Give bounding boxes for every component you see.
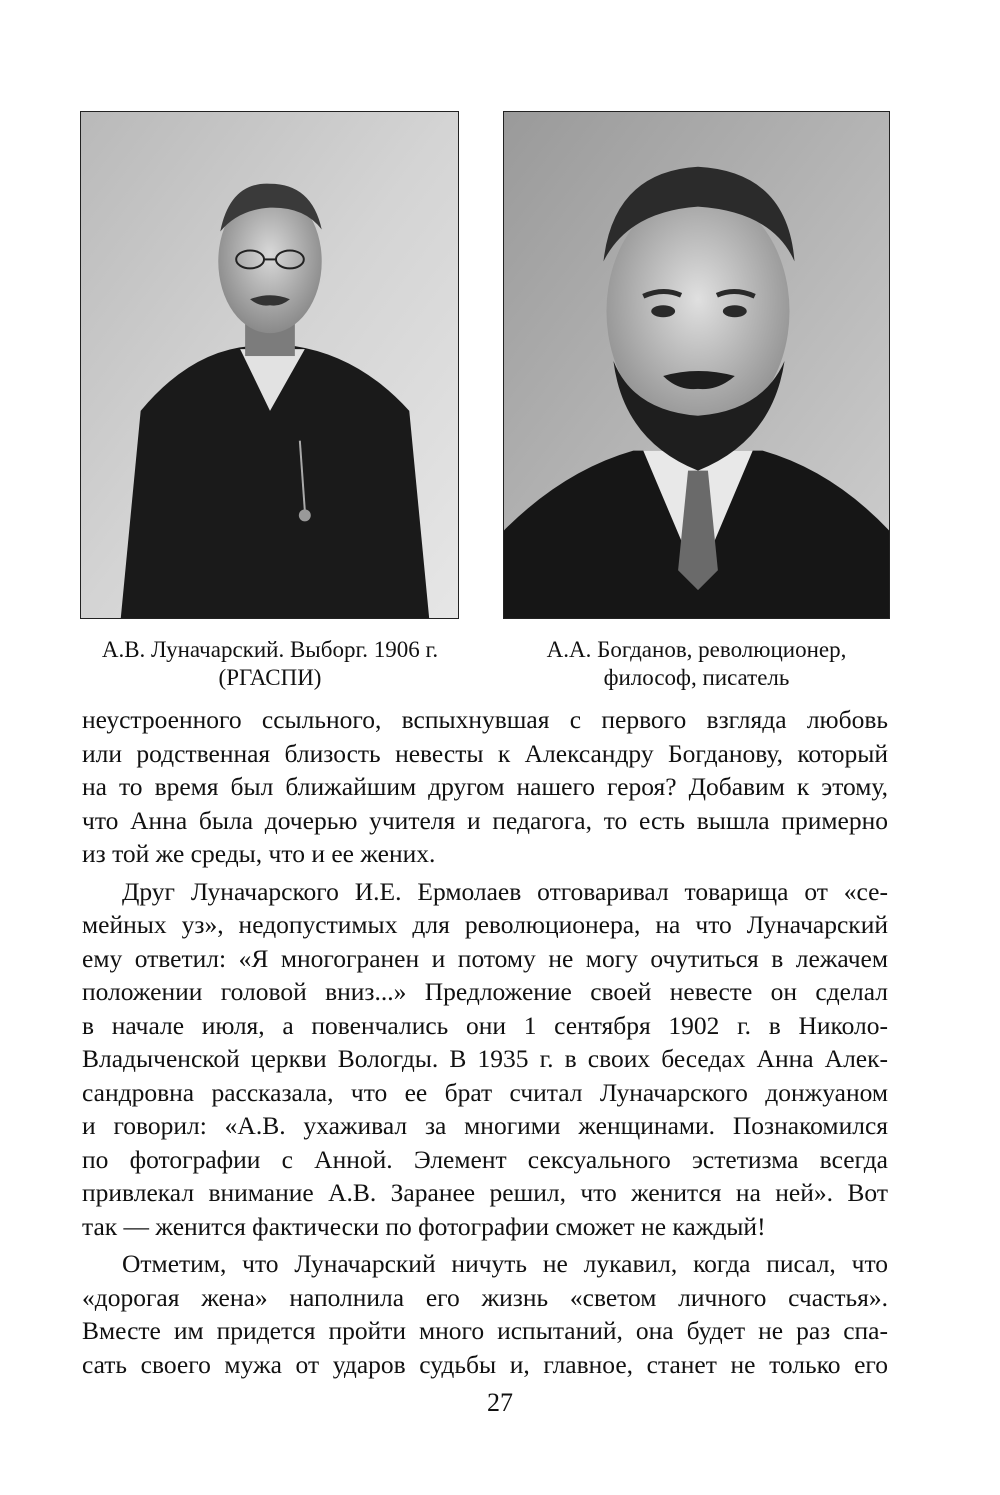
photo-bogdanov: [503, 111, 890, 619]
text-line: так — женится фактически по фотографии сможет не каждый!: [82, 1211, 766, 1241]
text-line: по фотографии с Анной. Элемент сексуального эстетизма всегда: [82, 1144, 888, 1174]
caption-line: философ, писатель: [603, 665, 790, 690]
caption-line: (РГАСПИ): [218, 665, 322, 690]
text-line: ему ответил: «Я многогранен и потому не могу очутиться в лежачем: [82, 943, 888, 973]
text-line: и говорил: «А.В. ухаживал за многими женщинами. Познакомился: [82, 1111, 888, 1140]
text-line: Отметим, что Луначарский ничуть не лукавил, когда писал, что: [122, 1249, 888, 1278]
caption-line: А.В. Луначарский. Выборг. 1906 г.: [101, 637, 439, 662]
paragraph: [82, 703, 888, 871]
text-line: из той же среды, что и ее жених.: [82, 839, 436, 868]
paragraph: [82, 1247, 888, 1381]
page-number: 27: [487, 1388, 513, 1417]
text-line: мейных уз», недопустимых для революционера, на что Луначарский: [82, 910, 888, 939]
text-line: или родственная близость невесты к Александру Богданову, который: [82, 738, 888, 768]
photo-lunacharsky: [80, 111, 459, 619]
text-line: что Анна была дочерью учителя и педагога, то есть вышла примерно: [82, 805, 888, 835]
body-text: [82, 703, 888, 1381]
text-line: сать своего мужа от ударов судьбы и, главное, станет не только его: [82, 1349, 888, 1379]
text-line: сандровна рассказала, что ее брат считал Луначарского донжуаном: [82, 1077, 888, 1107]
text-line: Вместе им придется пройти много испытаний, она будет не раз спа-: [82, 1316, 888, 1345]
portrait-bogdanov-image: [504, 112, 889, 618]
text-line: на то время был ближайшим другом нашего героя? Добавим к этому,: [82, 772, 888, 801]
text-line: положении головой вниз...» Предложение своей невесте он сделал: [82, 977, 888, 1006]
portrait-lunacharsky-image: [81, 112, 458, 618]
photo-caption-lunacharsky: [70, 636, 470, 692]
photo-caption-bogdanov: [493, 636, 900, 692]
caption-line: А.А. Богданов, революционер,: [546, 637, 847, 662]
text-line: привлекал внимание А.В. Заранее решил, что женится на ней». Вот: [82, 1178, 888, 1207]
text-line: «дорогая жена» наполнила его жизнь «светом личного счастья».: [82, 1282, 888, 1312]
text-line: в начале июля, а повенчались они 1 сентября 1902 г. в Николо-: [82, 1010, 888, 1040]
text-line: Друг Луначарского И.Е. Ермолаев отговаривал товарища от «се-: [122, 876, 888, 906]
text-line: Владыченской церкви Вологды. В 1935 г. в своих беседах Анна Алек-: [82, 1044, 888, 1073]
paragraph: [82, 875, 888, 1244]
text-line: неустроенного ссыльного, вспыхнувшая с первого взгляда любовь: [82, 705, 888, 734]
